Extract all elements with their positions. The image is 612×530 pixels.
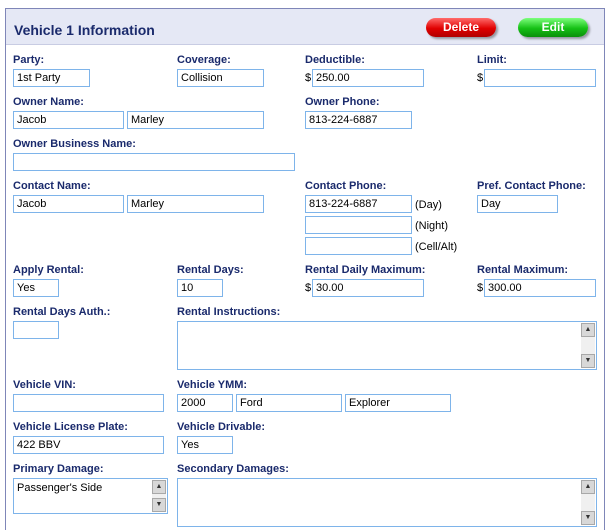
scroll-down-icon[interactable]: ▼ (581, 354, 595, 368)
rental-max-field[interactable]: 300.00 (484, 279, 596, 297)
scroll-down-icon[interactable]: ▼ (152, 498, 166, 512)
rental-daily-max-currency: $ (305, 282, 312, 294)
contact-phone-cell-field[interactable] (305, 237, 412, 255)
limit-label: Limit: (477, 54, 507, 66)
primary-damage-textarea[interactable] (13, 478, 168, 514)
scroll-down-icon[interactable]: ▼ (581, 511, 595, 525)
rental-days-auth-label: Rental Days Auth.: (13, 306, 111, 318)
vehicle-ymm-label: Vehicle YMM: (177, 379, 248, 391)
owner-name-label: Owner Name: (13, 96, 84, 108)
owner-business-field[interactable] (13, 153, 295, 171)
vehicle-year-field[interactable]: 2000 (177, 394, 233, 412)
panel-header (6, 9, 604, 45)
apply-rental-label: Apply Rental: (13, 264, 84, 276)
drivable-field[interactable]: Yes (177, 436, 233, 454)
vehicle-vin-field[interactable] (13, 394, 164, 412)
primary-damage-label: Primary Damage: (13, 463, 104, 475)
pref-contact-phone-label: Pref. Contact Phone: (477, 180, 586, 192)
cell-label: (Cell/Alt) (415, 241, 458, 253)
rental-max-currency: $ (477, 282, 484, 294)
apply-rental-field[interactable]: Yes (13, 279, 59, 297)
coverage-label: Coverage: (177, 54, 231, 66)
vehicle-vin-label: Vehicle VIN: (13, 379, 76, 391)
primary-damage-scrollbar[interactable] (152, 480, 166, 512)
scroll-up-icon[interactable]: ▲ (581, 480, 595, 494)
deductible-currency: $ (305, 72, 312, 84)
primary-damage-text: Passenger's Side (17, 482, 103, 494)
contact-first-name-field[interactable]: Jacob (13, 195, 124, 213)
contact-name-label: Contact Name: (13, 180, 91, 192)
contact-phone-label: Contact Phone: (305, 180, 387, 192)
edit-button[interactable]: Edit (518, 18, 588, 37)
secondary-damages-scrollbar[interactable] (581, 480, 595, 525)
deductible-label: Deductible: (305, 54, 365, 66)
panel-title: Vehicle 1 Information (14, 22, 155, 38)
delete-button[interactable]: Delete (426, 18, 496, 37)
rental-daily-max-field[interactable]: 30.00 (312, 279, 424, 297)
vehicle-make-field[interactable]: Ford (236, 394, 342, 412)
day-label: (Day) (415, 199, 442, 211)
limit-field[interactable] (484, 69, 596, 87)
secondary-damages-label: Secondary Damages: (177, 463, 289, 475)
rental-days-auth-field[interactable] (13, 321, 59, 339)
night-label: (Night) (415, 220, 449, 232)
vehicle-model-field[interactable]: Explorer (345, 394, 451, 412)
pref-contact-phone-field[interactable]: Day (477, 195, 558, 213)
license-plate-field[interactable]: 422 BBV (13, 436, 164, 454)
owner-last-name-field[interactable]: Marley (127, 111, 264, 129)
drivable-label: Vehicle Drivable: (177, 421, 266, 433)
contact-last-name-field[interactable]: Marley (127, 195, 264, 213)
secondary-damages-textarea[interactable] (177, 478, 597, 527)
scroll-up-icon[interactable]: ▲ (581, 323, 595, 337)
owner-first-name-field[interactable]: Jacob (13, 111, 124, 129)
limit-currency: $ (477, 72, 484, 84)
rental-max-label: Rental Maximum: (477, 264, 569, 276)
rental-instructions-textarea[interactable] (177, 321, 597, 370)
rental-instructions-scrollbar[interactable] (581, 323, 595, 368)
vehicle-info-panel (5, 8, 605, 530)
owner-business-label: Owner Business Name: (13, 138, 136, 150)
party-field[interactable]: 1st Party (13, 69, 90, 87)
coverage-field[interactable]: Collision (177, 69, 264, 87)
rental-daily-max-label: Rental Daily Maximum: (305, 264, 426, 276)
license-plate-label: Vehicle License Plate: (13, 421, 128, 433)
deductible-field[interactable]: 250.00 (312, 69, 424, 87)
owner-phone-field[interactable]: 813-224-6887 (305, 111, 412, 129)
scroll-up-icon[interactable]: ▲ (152, 480, 166, 494)
rental-instructions-label: Rental Instructions: (177, 306, 281, 318)
rental-days-label: Rental Days: (177, 264, 244, 276)
party-label: Party: (13, 54, 45, 66)
contact-phone-night-field[interactable] (305, 216, 412, 234)
contact-phone-day-field[interactable]: 813-224-6887 (305, 195, 412, 213)
rental-days-field[interactable]: 10 (177, 279, 223, 297)
owner-phone-label: Owner Phone: (305, 96, 380, 108)
